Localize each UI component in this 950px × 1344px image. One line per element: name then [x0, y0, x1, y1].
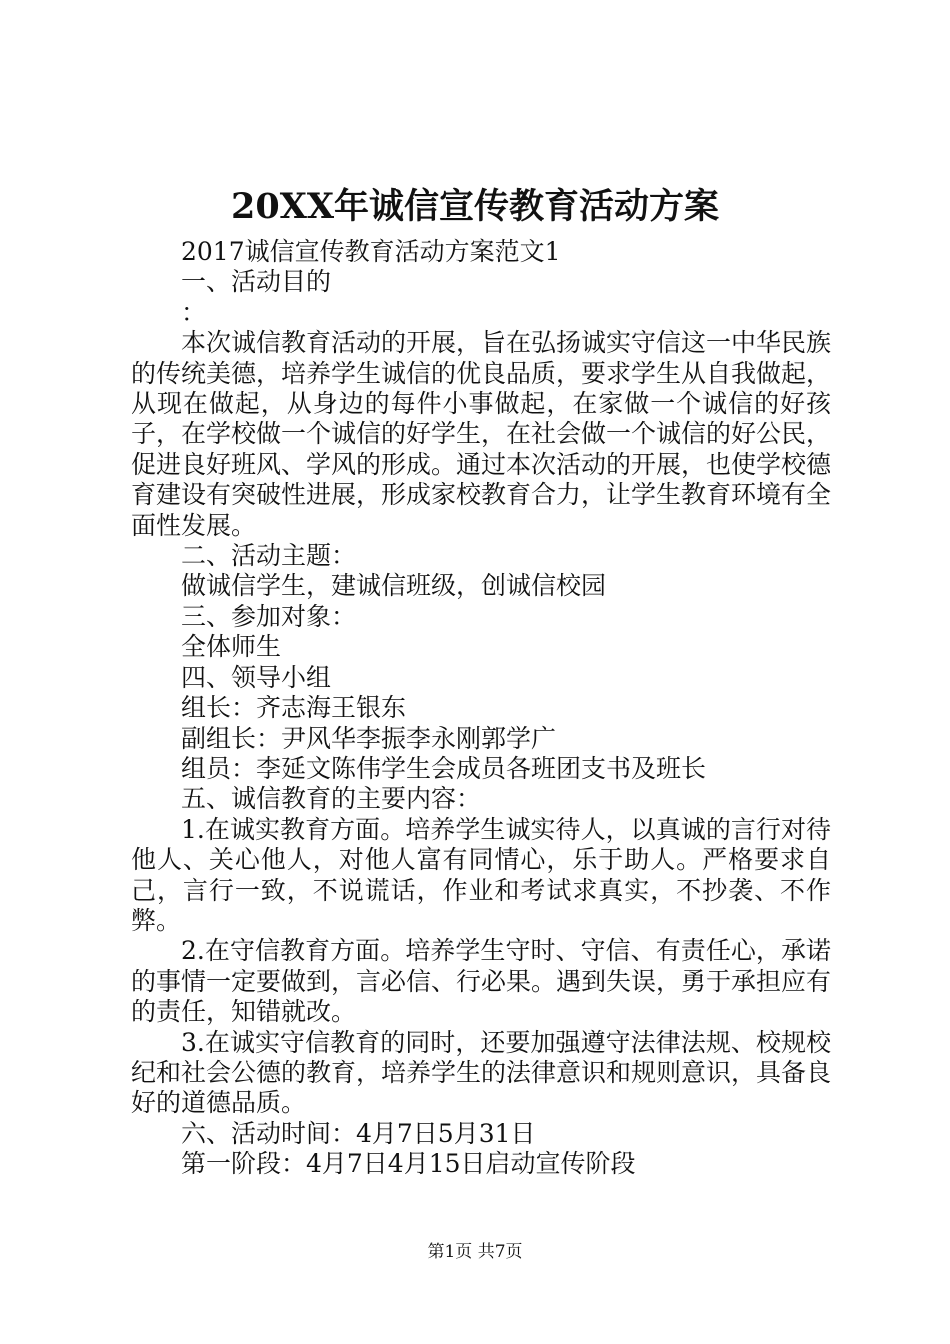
phase1-line: 第一阶段：4月7日4月15日启动宣传阶段	[181, 1149, 636, 1179]
document-body	[131, 237, 831, 1180]
section2-heading: 二、活动主题：	[181, 541, 357, 571]
section3-heading: 三、参加对象：	[181, 601, 357, 631]
page-footer: 第1页 共7页	[427, 1242, 523, 1262]
section5-heading: 五、诚信教育的主要内容：	[181, 784, 482, 814]
section1-colon: ：	[181, 297, 207, 327]
content-item-3: 3.在诚实守信教育的同时，还要加强遵守法律法规、校规校纪和社会公德的教育，培养学生的法律意识和规则意识，具备良好的道德品质。	[131, 1027, 832, 1118]
section4-heading: 四、领导小组	[181, 662, 332, 692]
section1-heading: 一、活动目的	[181, 267, 332, 297]
subtitle: 2017诚信宣传教育活动方案范文1	[181, 237, 561, 266]
content-item-1: 1.在诚实教育方面。培养学生诚实待人，以真诚的言行对待他人、关心他人，对他人富有同情心，乐于助人。严格要求自己，言行一致，不说谎话，作业和考试求真实，不抄袭、不作弊。	[131, 814, 831, 935]
leader-line: 组长：齐志海王银东	[181, 693, 407, 723]
document-title: 20XX年诚信宣传教育活动方案	[230, 186, 720, 227]
members-line: 组员：李延文陈伟学生会成员各班团支书及班长	[181, 753, 707, 783]
section6-heading: 六、活动时间：4月7日5月31日	[181, 1118, 536, 1148]
section3-text: 全体师生	[181, 632, 282, 662]
section1-paragraph: 本次诚信教育活动的开展，旨在弘扬诚实守信这一中华民族的传统美德，培养学生诚信的优良品质，要求学生从自我做起，从现在做起，从身边的每件小事做起，在家做一个诚信的好孩子，在学校做一个诚信的好学生，在社会做一个诚信的好公民，促进良好班风、学风的形成。通过本次活动的开展，也使学校德育建设有突破性进展，形成家校教育合力，让学生教育环境有全面性发展。	[131, 328, 832, 540]
section2-text: 做诚信学生，建诚信班级，创诚信校园	[181, 571, 607, 601]
deputy-leader-line: 副组长：尹风华李振李永刚郭学广	[181, 723, 557, 753]
content-item-2: 2.在守信教育方面。培养学生守时、守信、有责任心，承诺的事情一定要做到，言必信、行必果。遇到失误，勇于承担应有的责任，知错就改。	[131, 936, 832, 1027]
